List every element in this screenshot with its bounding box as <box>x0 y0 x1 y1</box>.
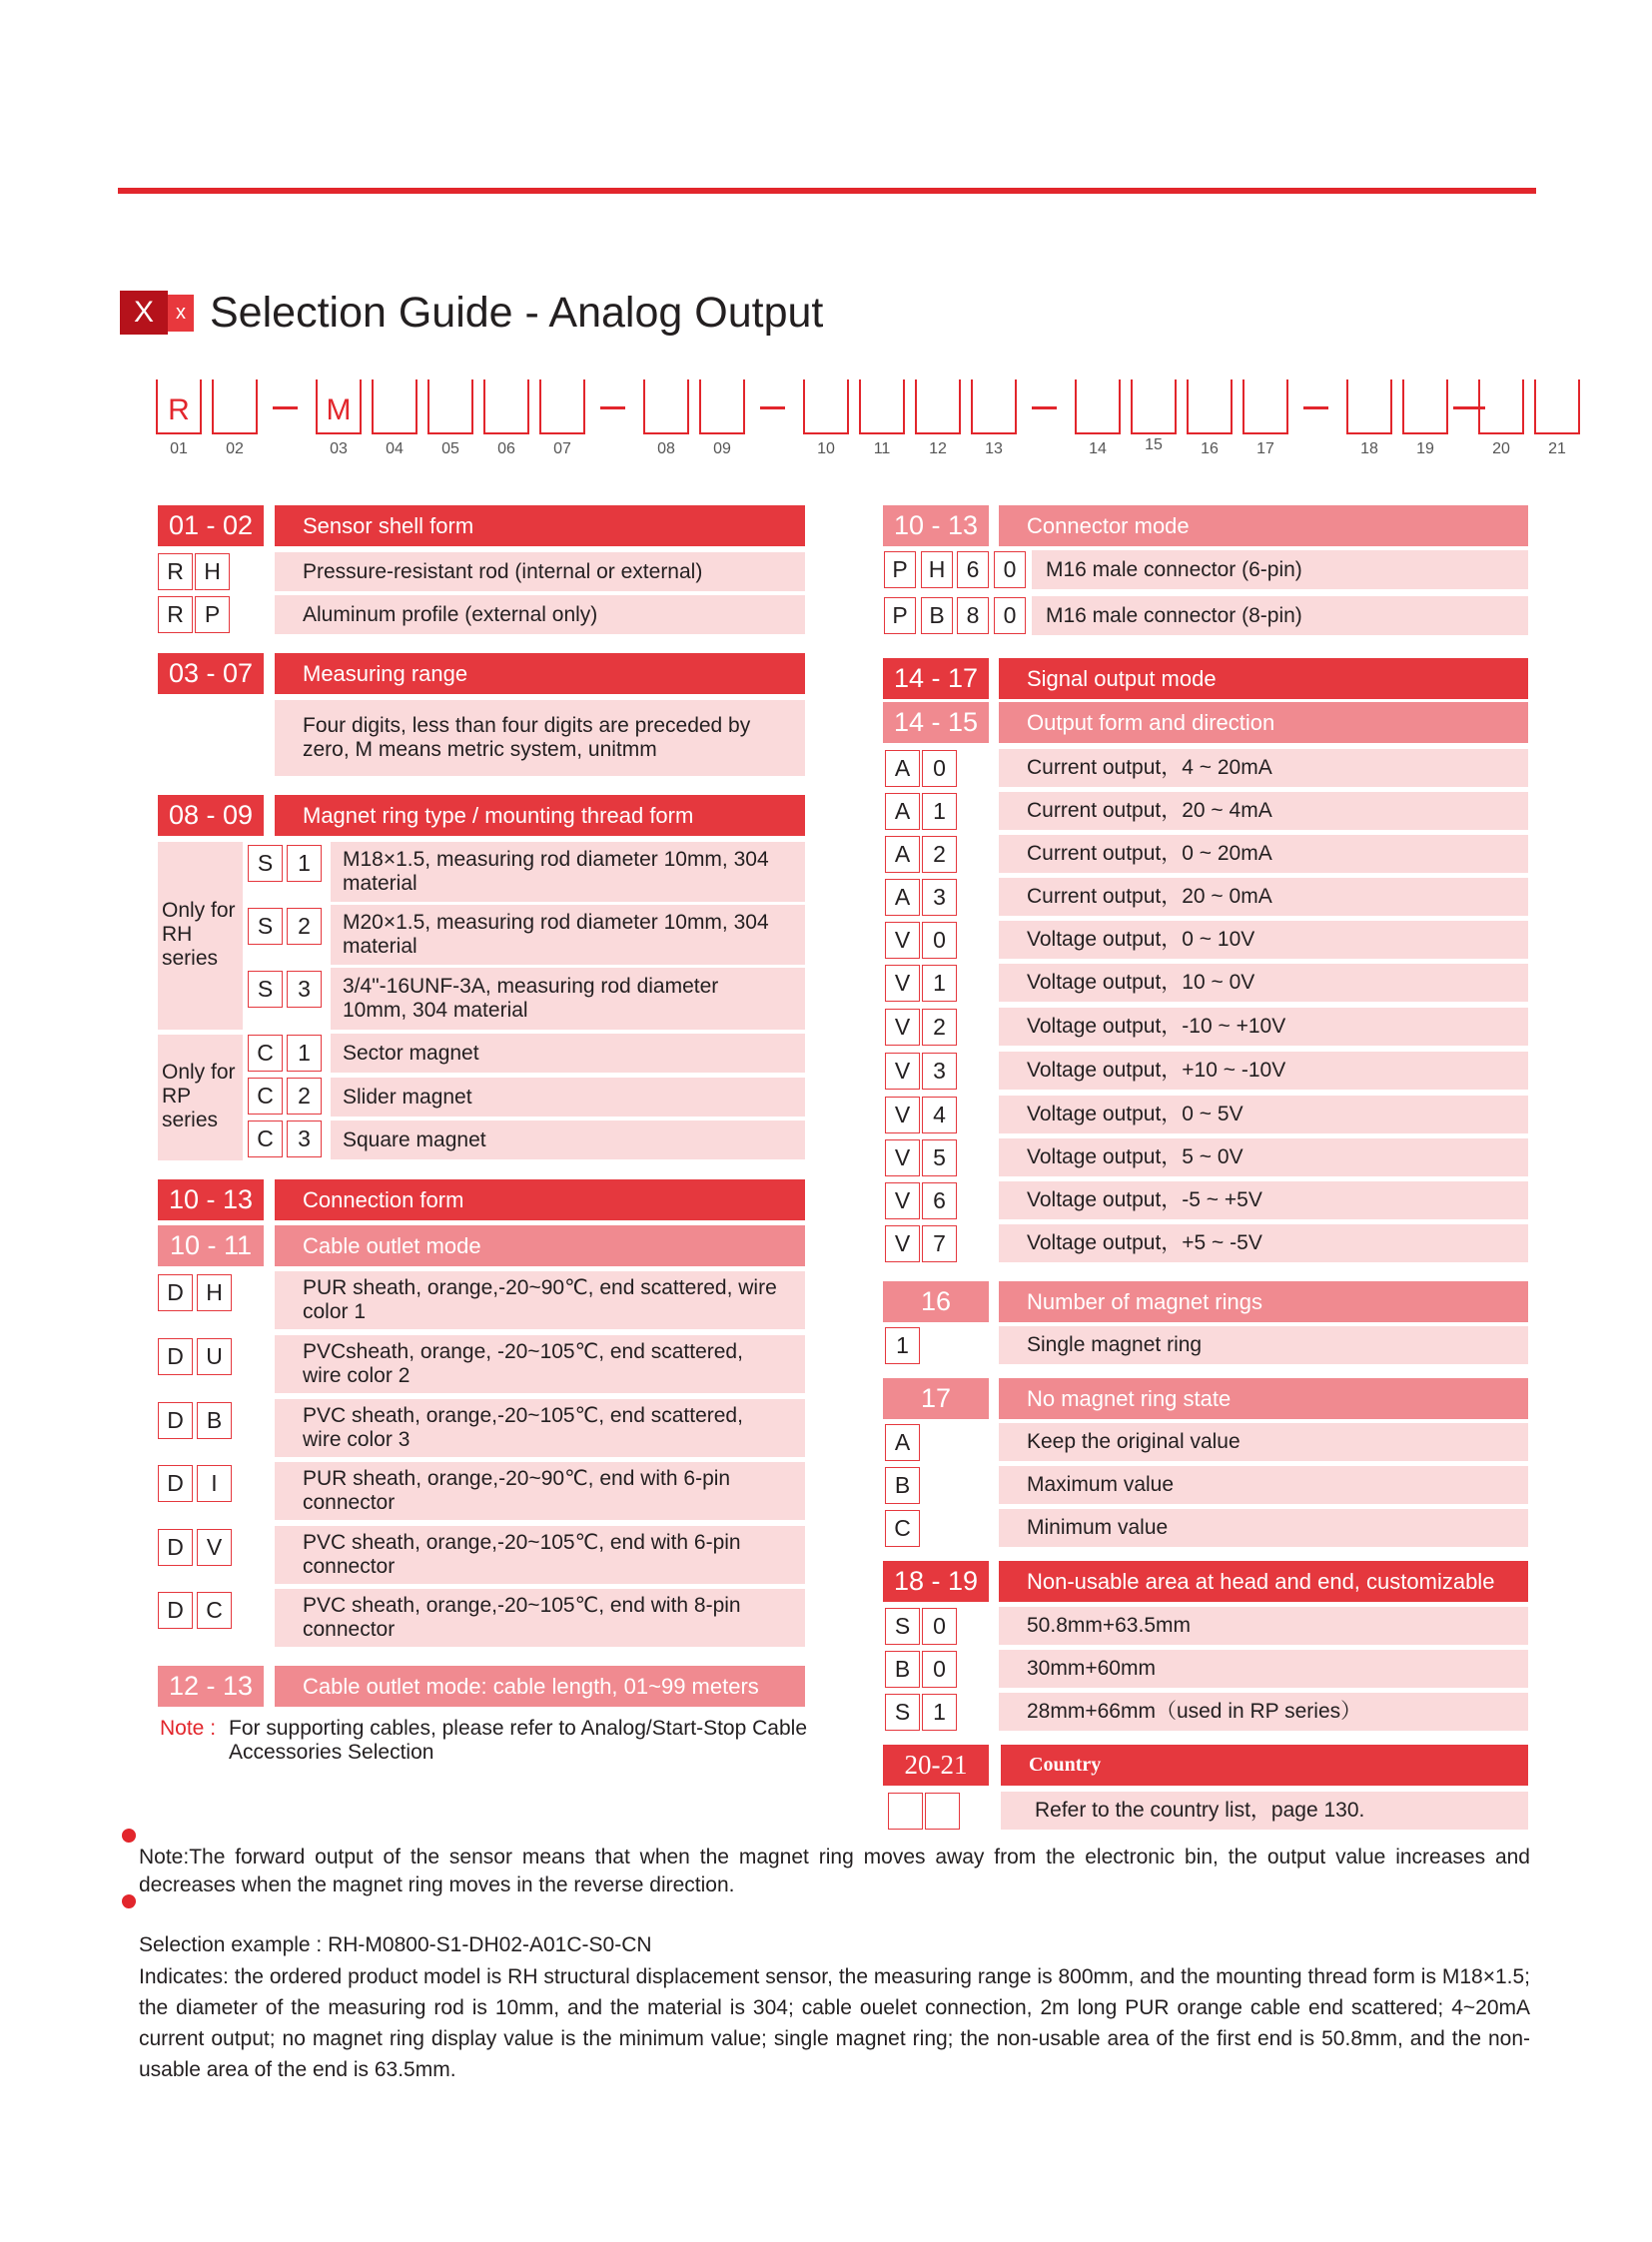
option-label: Current output，0 ~ 20mA <box>999 835 1528 873</box>
section-heading: No magnet ring state <box>999 1378 1528 1419</box>
code-box-21 <box>1534 379 1580 434</box>
section-heading: Country <box>1001 1745 1528 1786</box>
option-label: M18×1.5, measuring rod diameter 10mm, 304 material <box>331 842 805 902</box>
code-number: 02 <box>226 440 244 457</box>
code-cell: D <box>158 1465 193 1502</box>
section-heading: Measuring range <box>275 653 805 694</box>
code-cell: H <box>197 1274 232 1311</box>
code-cell: V <box>885 965 920 1002</box>
group-label: Only for RH series <box>162 899 236 970</box>
option-label: Pressure-resistant rod (internal or external) <box>275 552 805 591</box>
option-label: Current output，20 ~ 4mA <box>999 792 1528 830</box>
section-number: 10 - 13 <box>883 505 989 546</box>
group-label: Only for RP series <box>162 1061 236 1131</box>
forward-output-note: Note:The forward output of the sensor means that when the magnet ring moves away from the electronic bin, the output value increases and decreases when the magnet ring moves in the reverse direction. <box>139 1846 1530 1896</box>
code-cell: 3 <box>922 879 957 916</box>
note-label: Note : <box>160 1717 217 1740</box>
code-number: 19 <box>1416 440 1434 457</box>
code-dash <box>273 406 298 409</box>
option-label: Voltage output，0 ~ 10V <box>999 921 1528 959</box>
code-cell: S <box>248 908 283 945</box>
code-cell: 1 <box>287 1035 322 1072</box>
section-number: 16 <box>883 1281 989 1322</box>
code-cell: 1 <box>287 845 322 882</box>
code-box-08 <box>643 379 689 434</box>
code-cell: 2 <box>922 1009 957 1046</box>
code-cell: 2 <box>922 836 957 873</box>
section-number: 12 - 13 <box>158 1666 264 1707</box>
code-cell: D <box>158 1529 193 1566</box>
code-box-07 <box>539 379 585 434</box>
code-cell: 0 <box>994 551 1026 588</box>
code-cell: 1 <box>922 793 957 830</box>
code-cell: 1 <box>885 1327 920 1364</box>
code-number: 20 <box>1492 440 1510 457</box>
code-box-18 <box>1346 379 1392 434</box>
option-label: Minimum value <box>999 1509 1528 1547</box>
section-heading: Sensor shell form <box>275 505 805 546</box>
option-label: Maximum value <box>999 1466 1528 1504</box>
option-label: Voltage output，-5 ~ +5V <box>999 1181 1528 1219</box>
code-cell: S <box>885 1608 920 1645</box>
code-dash <box>760 406 785 409</box>
code-cell: S <box>248 845 283 882</box>
code-cell: V <box>885 1139 920 1176</box>
code-cell: R <box>158 553 193 590</box>
code-cell: P <box>884 551 916 588</box>
code-cell: B <box>885 1651 920 1688</box>
code-cell: A <box>885 1424 920 1461</box>
section-heading: Connector mode <box>999 505 1528 546</box>
section-number: 20-21 <box>883 1745 989 1786</box>
option-label: M20×1.5, measuring rod diameter 10mm, 304 material <box>331 905 805 965</box>
code-box-11 <box>859 379 905 434</box>
code-cell: 3 <box>287 971 322 1008</box>
code-cell: A <box>885 879 920 916</box>
code-cell: V <box>885 1097 920 1133</box>
code-cell: V <box>885 1009 920 1046</box>
code-cell: V <box>885 1182 920 1219</box>
code-number: 13 <box>985 440 1003 457</box>
code-number: 01 <box>170 440 188 457</box>
code-box-14 <box>1075 379 1121 434</box>
code-cell: B <box>197 1402 232 1439</box>
code-number: 15 <box>1145 436 1163 453</box>
code-number: 11 <box>873 440 891 457</box>
code-cell: R <box>158 596 193 633</box>
option-label: PVC sheath, orange,-20~105℃, end with 8-pin connector <box>275 1589 805 1647</box>
section-number: 03 - 07 <box>158 653 264 694</box>
top-rule <box>118 188 1536 194</box>
code-box-17 <box>1242 379 1288 434</box>
example-title: Selection example : RH-M0800-S1-DH02-A01C-S0-CN <box>139 1933 652 1956</box>
option-label: Refer to the country list，page 130. <box>1001 1792 1528 1830</box>
code-cell: 6 <box>922 1182 957 1219</box>
code-cell <box>925 1793 960 1830</box>
section-heading: Output form and direction <box>999 702 1528 743</box>
section-heading: Signal output mode <box>999 658 1528 699</box>
section-number: 18 - 19 <box>883 1561 989 1602</box>
code-number: 14 <box>1089 440 1107 457</box>
code-cell: 0 <box>922 750 957 787</box>
code-box-20 <box>1478 379 1524 434</box>
code-cell: C <box>248 1078 283 1115</box>
option-label: Voltage output，-10 ~ +10V <box>999 1008 1528 1046</box>
option-label: Voltage output，+5 ~ -5V <box>999 1224 1528 1262</box>
section-number: 01 - 02 <box>158 505 264 546</box>
code-cell: A <box>885 793 920 830</box>
bullet-dot <box>122 1829 136 1843</box>
code-number: 03 <box>330 440 348 457</box>
code-dash <box>1303 406 1328 409</box>
section-number: 17 <box>883 1378 989 1419</box>
code-cell: 0 <box>922 1651 957 1688</box>
code-box-15 <box>1131 379 1177 434</box>
option-label: Voltage output，5 ~ 0V <box>999 1138 1528 1176</box>
code-cell: P <box>884 597 916 634</box>
code-cell: 4 <box>922 1097 957 1133</box>
code-box-19 <box>1402 379 1448 434</box>
code-number: 21 <box>1548 440 1566 457</box>
option-label: 3/4"-16UNF-3A, measuring rod diameter 10mm, 304 material <box>331 968 805 1030</box>
section-number: 10 - 11 <box>158 1225 264 1266</box>
section-marker: X <box>120 291 168 335</box>
section-heading: Number of magnet rings <box>999 1281 1528 1322</box>
code-cell: 8 <box>957 597 989 634</box>
code-number: 12 <box>929 440 947 457</box>
code-cell: 0 <box>994 597 1026 634</box>
code-number: 10 <box>817 440 835 457</box>
code-box-02 <box>212 379 258 434</box>
option-label: M16 male connector (6-pin) <box>1032 550 1528 589</box>
code-box-13 <box>971 379 1017 434</box>
option-label: PUR sheath, orange,-20~90℃, end scattered, wire color 1 <box>275 1271 805 1329</box>
section-heading: Cable outlet mode <box>275 1225 805 1266</box>
code-number: 04 <box>386 440 404 457</box>
code-cell: V <box>197 1529 232 1566</box>
option-label: Current output，4 ~ 20mA <box>999 749 1528 787</box>
section-heading: Cable outlet mode: cable length, 01~99 meters <box>275 1666 805 1707</box>
code-cell: H <box>921 551 953 588</box>
code-number: 05 <box>441 440 459 457</box>
option-label: 50.8mm+63.5mm <box>999 1607 1528 1645</box>
code-cell: V <box>885 922 920 959</box>
code-cell: V <box>885 1053 920 1090</box>
code-box-01: R <box>156 379 202 434</box>
code-cell: A <box>885 750 920 787</box>
example-description: Indicates: the ordered product model is RH structural displacement sensor, the measuring range is 800mm, and the mounting thread form is M18×1.5; the diameter of the measuring rod is 10mm, and the material is 304; cable ouelet connection, 2m long PUR orange cable end scattered; 4~20mA current output; no magnet ring display value is the minimum value; single magnet ring; the non-usable area of the first end is 50.8mm, and the non-usable area of the end is 63.5mm. <box>139 1965 1530 2081</box>
section-marker-small: x <box>168 295 194 332</box>
option-label: Voltage output，0 ~ 5V <box>999 1096 1528 1133</box>
code-cell: 5 <box>922 1139 957 1176</box>
option-label: Square magnet <box>331 1121 805 1159</box>
code-cell: D <box>158 1338 193 1375</box>
code-cell: D <box>158 1402 193 1439</box>
option-label: Four digits, less than four digits are preceded by zero, M means metric system, unitmm <box>275 700 805 776</box>
code-cell: 0 <box>922 922 957 959</box>
option-label: PVC sheath, orange,-20~105℃, end scattered, wire color 3 <box>275 1399 805 1457</box>
code-cell: 3 <box>922 1053 957 1090</box>
code-number: 06 <box>497 440 515 457</box>
code-cell: C <box>248 1121 283 1157</box>
option-label: PVC sheath, orange,-20~105℃, end with 6-pin connector <box>275 1526 805 1584</box>
code-cell: S <box>248 971 283 1008</box>
option-label: 28mm+66mm（used in RP series） <box>999 1693 1528 1731</box>
option-label: Single magnet ring <box>999 1326 1528 1364</box>
code-box-05 <box>427 379 473 434</box>
code-number: 08 <box>657 440 675 457</box>
option-label: Aluminum profile (external only) <box>275 595 805 634</box>
section-number: 08 - 09 <box>158 795 264 836</box>
code-number: 17 <box>1256 440 1274 457</box>
code-dash <box>600 406 625 409</box>
section-heading: Connection form <box>275 1179 805 1220</box>
option-label: Keep the original value <box>999 1423 1528 1461</box>
option-label: Current output，20 ~ 0mA <box>999 878 1528 916</box>
code-number: 07 <box>553 440 571 457</box>
code-number: 16 <box>1201 440 1219 457</box>
code-cell: 3 <box>287 1121 322 1157</box>
section-heading: Magnet ring type / mounting thread form <box>275 795 805 836</box>
code-box-12 <box>915 379 961 434</box>
code-cell: C <box>197 1592 232 1629</box>
code-box-06 <box>483 379 529 434</box>
code-cell: S <box>885 1694 920 1731</box>
code-cell <box>888 1793 923 1830</box>
code-cell: I <box>197 1465 232 1502</box>
option-label: Slider magnet <box>331 1078 805 1117</box>
option-label: M16 male connector (8-pin) <box>1032 596 1528 635</box>
code-cell: A <box>885 836 920 873</box>
note-text: For supporting cables, please refer to Analog/Start-Stop Cable Accessories Selection <box>229 1717 807 1764</box>
code-cell: U <box>197 1338 232 1375</box>
code-cell: 2 <box>287 908 322 945</box>
section-number: 14 - 17 <box>883 658 989 699</box>
code-cell: 6 <box>957 551 989 588</box>
code-cell: C <box>248 1035 283 1072</box>
section-number: 14 - 15 <box>883 702 989 743</box>
code-number: 09 <box>713 440 731 457</box>
code-box-09 <box>699 379 745 434</box>
code-cell: B <box>885 1467 920 1504</box>
code-cell: V <box>885 1225 920 1262</box>
code-box-16 <box>1187 379 1233 434</box>
code-cell: 1 <box>922 965 957 1002</box>
section-heading: Non-usable area at head and end, customizable <box>999 1561 1528 1602</box>
code-cell: H <box>195 553 230 590</box>
code-cell: C <box>885 1510 920 1547</box>
bullet-dot <box>122 1894 136 1908</box>
code-cell: 2 <box>287 1078 322 1115</box>
code-number: 18 <box>1360 440 1378 457</box>
option-label: PUR sheath, orange,-20~90℃, end with 6-pin connector <box>275 1462 805 1520</box>
code-cell: 7 <box>922 1225 957 1262</box>
page-title: Selection Guide - Analog Output <box>210 289 824 337</box>
code-cell: B <box>921 597 953 634</box>
code-cell: 0 <box>922 1608 957 1645</box>
code-box-03: M <box>316 379 362 434</box>
code-box-04 <box>372 379 417 434</box>
code-cell: 1 <box>922 1694 957 1731</box>
option-label: Voltage output，10 ~ 0V <box>999 964 1528 1002</box>
code-box-10 <box>803 379 849 434</box>
code-cell: D <box>158 1592 193 1629</box>
option-label: Sector magnet <box>331 1034 805 1073</box>
option-label: 30mm+60mm <box>999 1650 1528 1688</box>
code-cell: P <box>195 596 230 633</box>
option-label: PVCsheath, orange, -20~105℃, end scattered, wire color 2 <box>275 1335 805 1393</box>
code-dash <box>1032 406 1057 409</box>
option-label: Voltage output，+10 ~ -10V <box>999 1052 1528 1090</box>
section-number: 10 - 13 <box>158 1179 264 1220</box>
code-cell: D <box>158 1274 193 1311</box>
